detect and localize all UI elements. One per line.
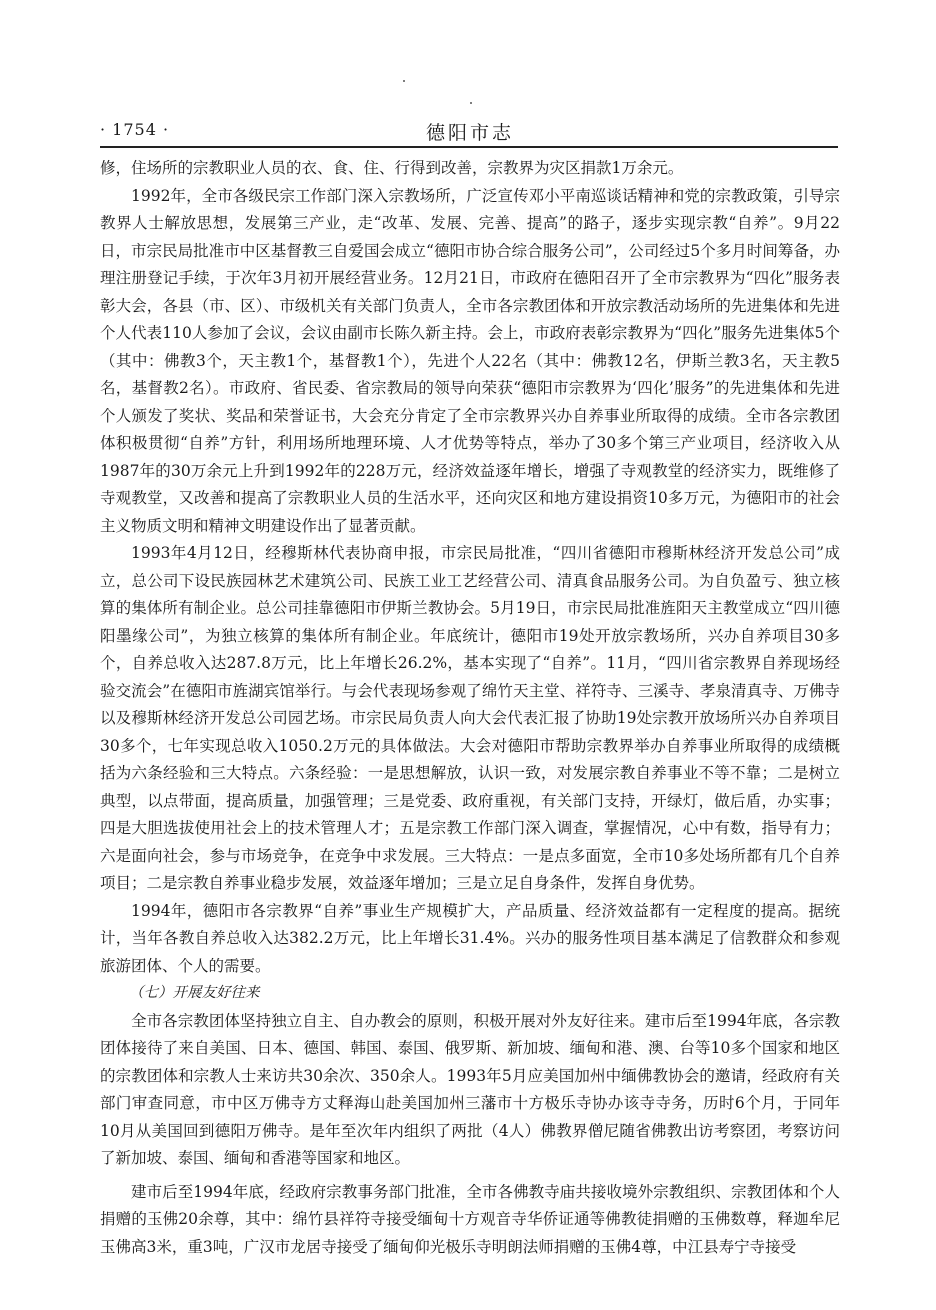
paragraph-friendly-exchange: 全市各宗教团体坚持独立自主、自办教会的原则，积极开展对外友好往来。建市后至1994年底，各宗教团体接待了来自美国、日本、德国、韩国、泰国、俄罗斯、新加坡、缅甸和港、澳、台等10多个国家和地区的宗教团体和宗教人士来访共30余次、350余人。1993年5月应美国加州中缅佛教协会的邀请，经政府有关部门审查同意，市中区万佛寺方丈释海山赴美国加州三藩市十方极乐寺协办该寺寺务，历时6个月，于同年10月从美国回到德阳万佛寺。是年至次年内组织了两批（4人）佛教界僧尼随省佛教出访考察团，考察访问了新加坡、泰国、缅甸和香港等国家和地区。 xyxy=(100,1011,840,1167)
page-header xyxy=(100,118,840,144)
page-number: · 1754 · xyxy=(100,120,170,139)
paragraph-1993: 1993年4月12日，经穆斯林代表协商申报，市宗民局批准，“四川省德阳市穆斯林经济开发总公司”成立，总公司下设民族园林艺术建筑公司、民族工业工艺经营公司、清真食品服务公司。为自负盈亏、独立核算的集体所有制企业。总公司挂靠德阳市伊斯兰教协会。5月19日，市宗民局批准旌阳天主教堂成立“四川德阳墨缘公司”，为独立核算的集体所有制企业。年底统计，德阳市19处开放宗教场所，兴办自养项目30多个，自养总收入达287.8万元，比上年增长26.2%，基本实现了“自养”。11月，“四川省宗教界自养现场经验交流会”在德阳市旌湖宾馆举行。与会代表现场参观了绵竹天主堂、祥符寺、三溪寺、孝泉清真寺、万佛寺以及穆斯林经济开发总公司园艺场。市宗民局负责人向大会代表汇报了协助19处宗教开放场所兴办自养项目30多个，七年实现总收入1050.2万元的具体做法。大会对德阳市帮助宗教界举办自养事业所取得的成绩概括为六条经验和三大特点。六条经验：一是思想解放，认识一致，对发展宗教自养事业不等不靠；二是树立典型，以点带面，提高质量，加强管理；三是党委、政府重视，有关部门支持，开绿灯，做后盾，办实事；四是大胆选拔使用社会上的技术管理人才；五是宗教工作部门深入调查，掌握情况，心中有数，指导有力；六是面向社会，参与市场竞争，在竞争中求发展。三大特点：一是点多面宽，全市10多处场所都有几个自养项目；二是宗教自养事业稳步发展，效益逐年增加；三是立足自身条件，发挥自身优势。 xyxy=(100,544,840,892)
scan-speck xyxy=(403,80,405,82)
section-heading: （七）开展友好往来 xyxy=(129,985,260,1001)
paragraph-jade-buddhas: 建市后至1994年底，经政府宗教事务部门批准，全市各佛教寺庙共接收境外宗教组织、宗教团体和个人捐赠的玉佛20余尊，其中：绵竹县祥符寺接受缅甸十方观音寺华侨证通等佛教徒捐赠的玉佛数尊，释迦牟尼玉佛高3米，重3吨，广汉市龙居寺接受了缅甸仰光极乐寺明朗法师捐赠的玉佛4尊，中江县寿宁寺接受 xyxy=(100,1182,840,1256)
header-rule xyxy=(100,146,838,148)
scan-speck xyxy=(470,102,472,104)
paragraph-1994: 1994年，德阳市各宗教界“自养”事业生产规模扩大，产品质量、经济效益都有一定程度的提高。据统计，当年各教自养总收入达382.2万元，比上年增长31.4%。兴办的服务性项目基本满足了信教群众和参观旅游团体、个人的需要。 xyxy=(100,901,840,975)
body-text xyxy=(100,155,840,1261)
paragraph-continuation: 修，住场所的宗教职业人员的衣、食、住、行得到改善，宗教界为灾区捐款1万余元。 xyxy=(100,159,684,177)
paragraph-1992: 1992年，全市各级民宗工作部门深入宗教场所，广泛宣传邓小平南巡谈话精神和党的宗教政策，引导宗教界人士解放思想，发展第三产业，走“改革、发展、完善、提高”的路子，逐步实现宗教“自养”。9月22日，市宗民局批准市中区基督教三自爱国会成立“德阳市协合综合服务公司”，公司经过5个多月时间筹备，办理注册登记手续，于次年3月初开展经营业务。12月21日，市政府在德阳召开了全市宗教界为“四化”服务表彰大会，各县（市、区）、市级机关有关部门负责人，全市各宗教团体和开放宗教活动场所的先进集体和先进个人代表110人参加了会议，会议由副市长陈久新主持。会上，市政府表彰宗教界为“四化”服务先进集体5个（其中：佛教3个，天主教1个，基督教1个），先进个人22名（其中：佛教12名，伊斯兰教3名，天主教5名，基督教2名）。市政府、省民委、省宗教局的领导向荣获“德阳市宗教界为‘四化’服务”的先进集体和先进个人颁发了奖状、奖品和荣誉证书，大会充分肯定了全市宗教界兴办自养事业所取得的成绩。全市各宗教团体积极贯彻“自养”方针，利用场所地理环境、人才优势等特点，举办了30多个第三产业项目，经济收入从1987年的30万余元上升到1992年的228万元，经济效益逐年增长，增强了寺观教堂的经济实力，既维修了寺观教堂，又改善和提高了宗教职业人员的生活水平，还向灾区和地方建设捐资10多万元，为德阳市的社会主义物质文明和精神文明建设作出了显著贡献。 xyxy=(100,186,840,535)
running-title: 德阳市志 xyxy=(425,122,514,144)
